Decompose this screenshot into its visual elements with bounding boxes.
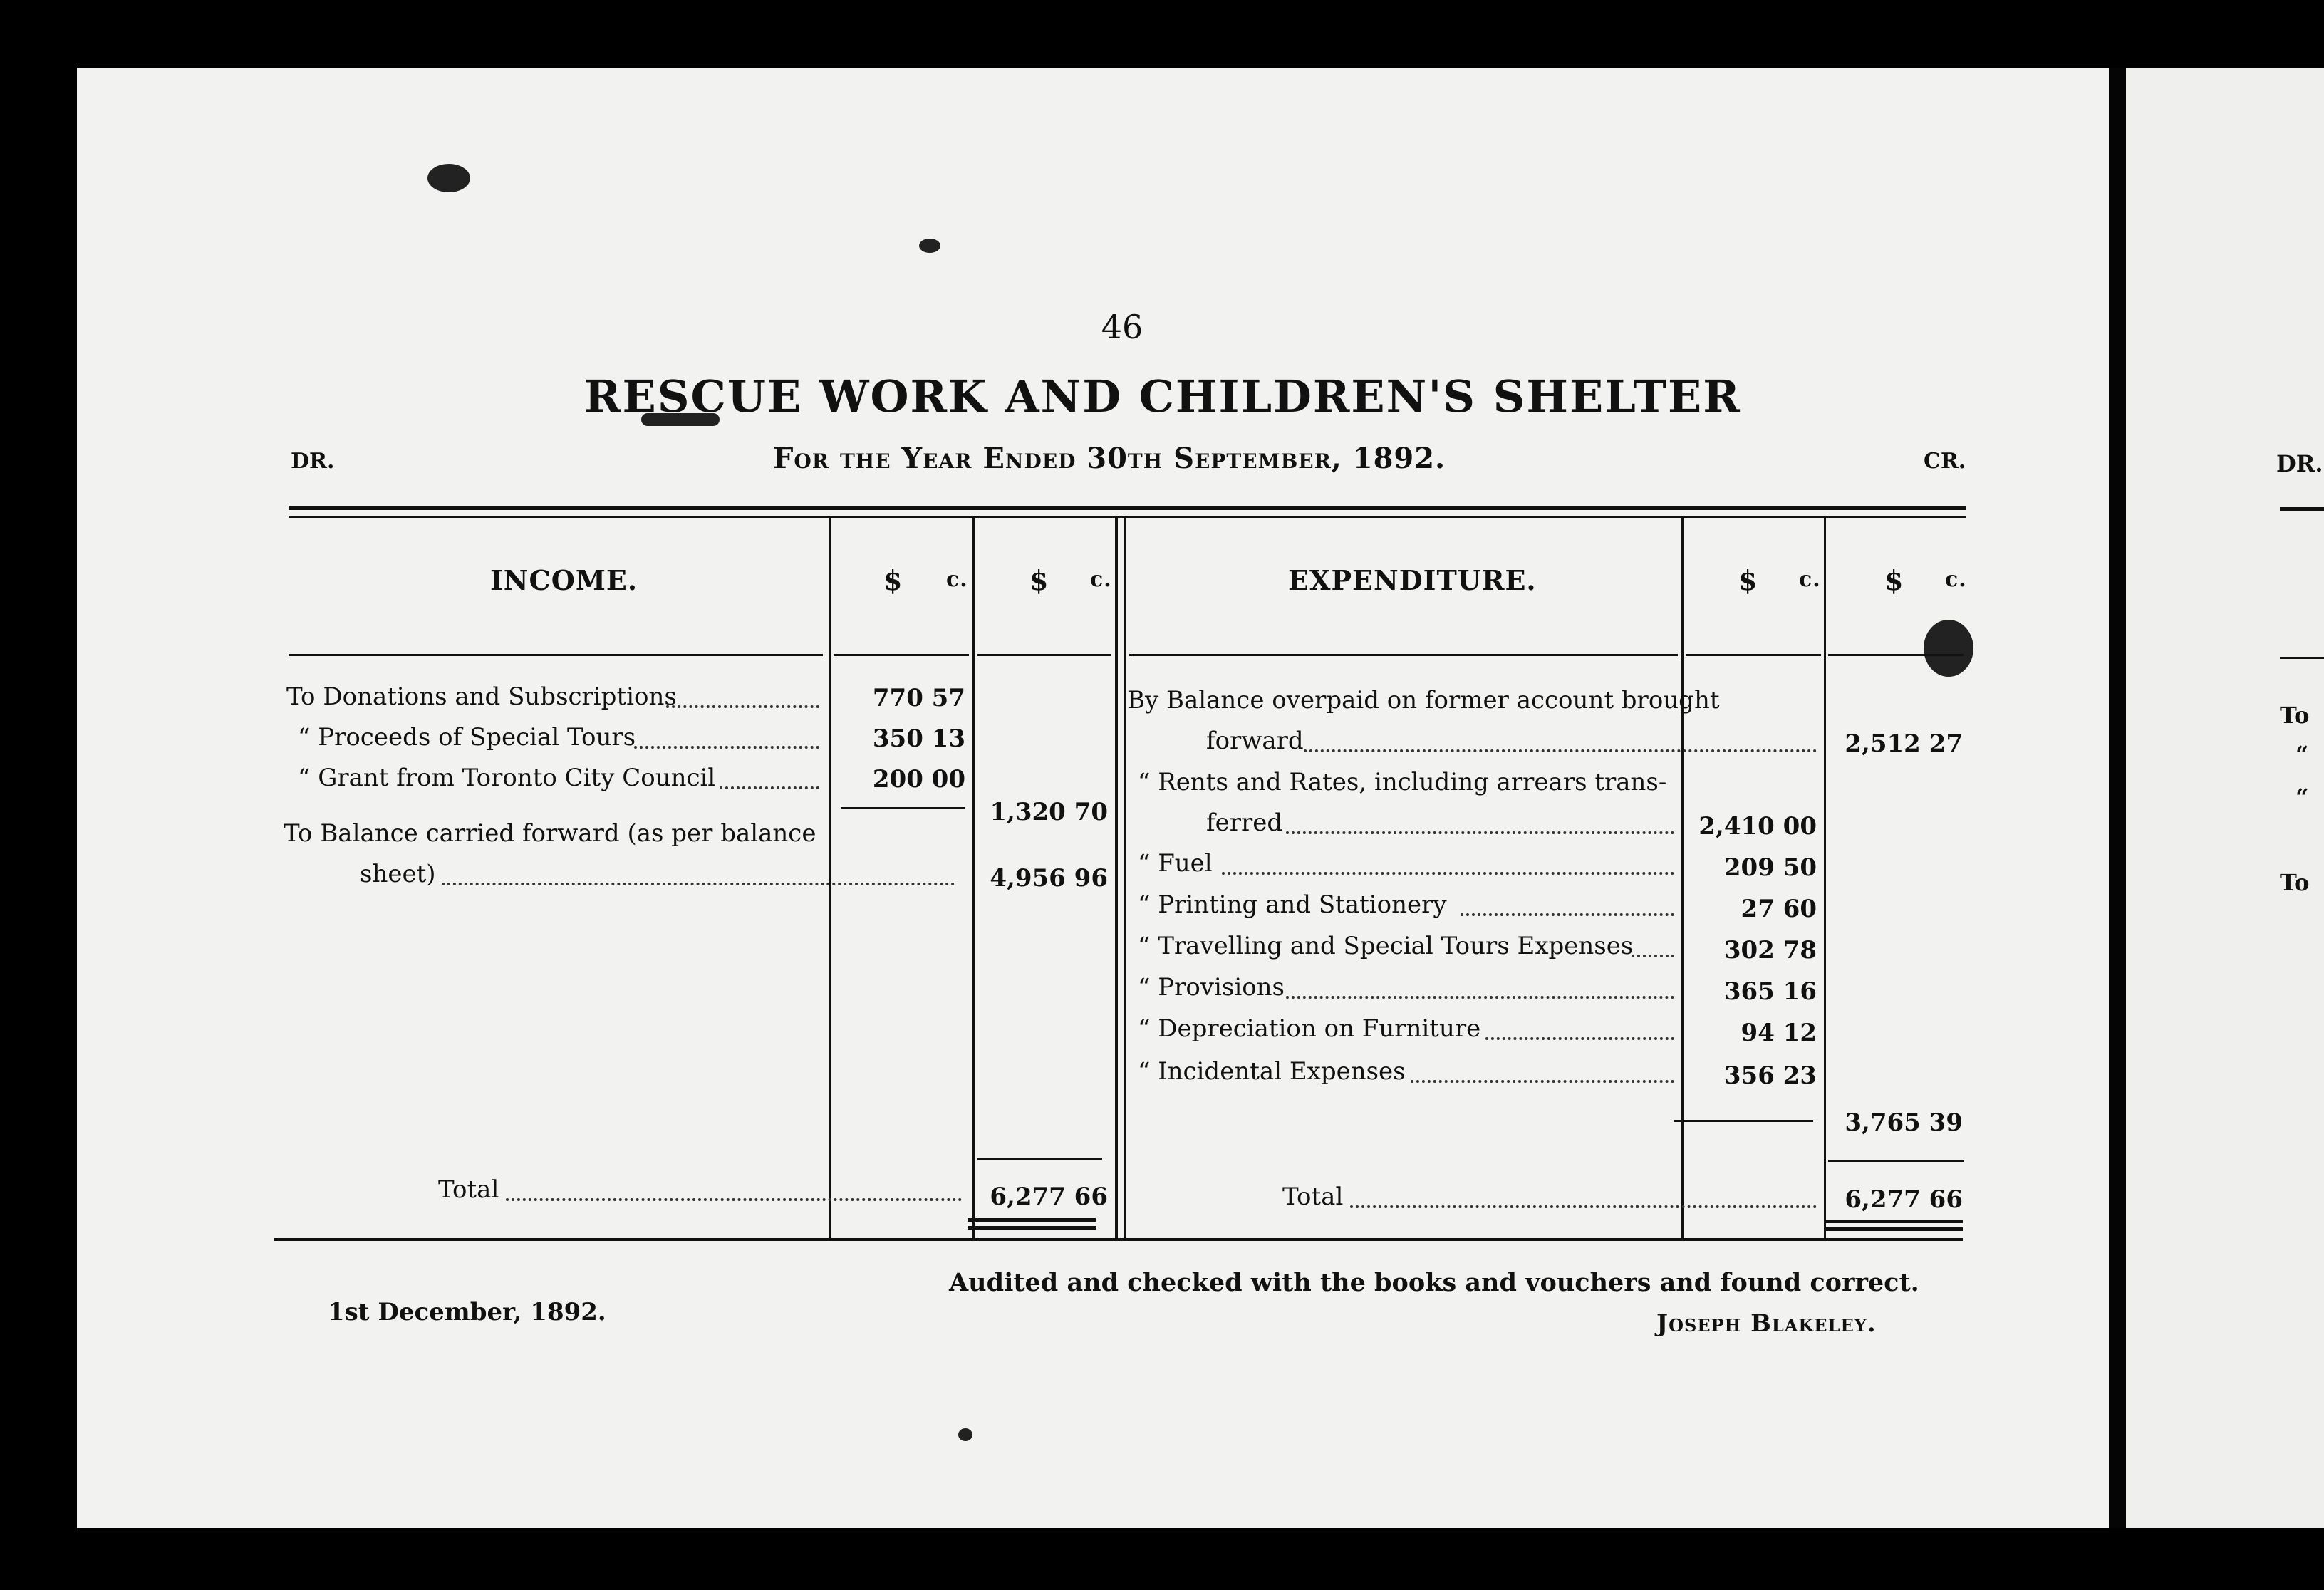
page-title: RESCUE WORK AND CHILDREN'S SHELTER (584, 370, 1741, 422)
expenditure-total-label: Total (1282, 1183, 1344, 1211)
expenditure-row-label: “ Provisions (1138, 973, 1285, 1002)
dot-leader (1286, 996, 1674, 999)
total-double-rule (968, 1218, 1096, 1222)
income-total-label: Total (438, 1175, 499, 1204)
dot-leader (1461, 913, 1674, 916)
expenditure-row-label: “ Fuel (1138, 849, 1213, 878)
dot-leader (1411, 1080, 1674, 1083)
income-balance-label-cont: sheet) (360, 860, 436, 888)
expenditure-row-amount: 209 50 (1723, 853, 1817, 882)
expenditure-col-dollar: $ (1738, 564, 1758, 596)
next-page-dr: DR. (2276, 450, 2323, 477)
col-divider (829, 518, 831, 1239)
dot-leader (1632, 955, 1674, 957)
income-row-amount: 350 13 (872, 724, 965, 753)
dot-leader (442, 883, 955, 885)
expenditure-first-label: By Balance overpaid on former account brought (1127, 686, 1720, 715)
income-row-label: “ Grant from Toronto City Council (298, 764, 716, 792)
header-rule (1828, 654, 1964, 656)
dot-leader (1350, 1205, 1817, 1208)
col-divider (1115, 518, 1118, 1239)
expenditure-row-label: “ Incidental Expenses (1138, 1057, 1406, 1086)
next-page-to: To (2280, 702, 2310, 729)
ink-stain (427, 164, 470, 192)
income-header: INCOME. (490, 564, 638, 596)
income-col-dollar: $ (883, 564, 903, 596)
debit-label: DR. (291, 449, 335, 474)
expenditure-row-amount: 2,410 00 (1698, 812, 1817, 841)
credit-label: CR. (1924, 449, 1966, 474)
expenditure-row-amount: 356 23 (1723, 1061, 1817, 1090)
expenditure-row-label: “ Depreciation on Furniture (1138, 1014, 1481, 1043)
income-row-label: To Donations and Subscriptions (286, 682, 677, 711)
expenditure-row-amount: 365 16 (1723, 977, 1817, 1006)
expenditure-subtotal: 3,765 39 (1845, 1108, 1963, 1137)
ink-stain (958, 1428, 972, 1441)
dot-leader (1485, 1037, 1674, 1040)
income-total-amount: 6,277 66 (990, 1183, 1108, 1211)
total-double-rule (1824, 1220, 1963, 1223)
bottom-rule (274, 1238, 1963, 1241)
header-rule (1129, 654, 1678, 656)
income-row-label: “ Proceeds of Special Tours (298, 723, 636, 752)
ink-stain (1924, 620, 1973, 677)
income-balance-label: To Balance carried forward (as per balance (284, 819, 816, 848)
auditor-signature: Joseph Blakeley. (1656, 1309, 1877, 1338)
income-total-col-cents: c. (1090, 567, 1112, 592)
audit-note: Audited and checked with the books and vouchers and found correct. (949, 1268, 1919, 1297)
income-total-col-dollar: $ (1029, 564, 1049, 596)
book-gutter (2109, 68, 2126, 1528)
total-rule (1828, 1160, 1964, 1162)
expenditure-row-amount: 27 60 (1741, 895, 1817, 923)
header-rule (289, 654, 823, 656)
top-rule (289, 506, 1966, 510)
ink-stain (919, 239, 940, 253)
income-balance-amount: 4,956 96 (990, 864, 1108, 893)
page-number: 46 (1101, 308, 1143, 346)
col-divider (972, 518, 975, 1239)
col-divider (1824, 518, 1826, 1239)
expenditure-row-label: “ Travelling and Special Tours Expenses (1138, 932, 1634, 960)
expenditure-row-label-cont: ferred (1206, 809, 1283, 837)
expenditure-row-label: “ Rents and Rates, including arrears trans- (1138, 768, 1667, 796)
expenditure-total-col-cents: c. (1945, 567, 1967, 592)
dot-leader (720, 786, 819, 789)
header-rule (1686, 654, 1821, 656)
total-double-rule (1824, 1227, 1963, 1231)
next-page-to: To (2280, 869, 2310, 896)
expenditure-row-amount: 302 78 (1723, 936, 1817, 965)
next-page-rule (2280, 657, 2324, 659)
col-divider (1681, 518, 1684, 1239)
subtotal-rule (841, 807, 965, 809)
income-col-cents: c. (946, 567, 968, 592)
header-rule (977, 654, 1111, 656)
expenditure-total-col-dollar: $ (1884, 564, 1904, 596)
page-subtitle: For the Year Ended 30th September, 1892. (773, 442, 1446, 475)
income-subtotal: 1,320 70 (990, 798, 1108, 826)
expenditure-row-amount: 94 12 (1741, 1019, 1817, 1047)
expenditure-row-label: “ Printing and Stationery (1138, 890, 1447, 919)
dot-leader (634, 746, 819, 749)
adjacent-page (2126, 68, 2324, 1528)
expenditure-header: EXPENDITURE. (1288, 564, 1537, 596)
dot-leader (1304, 749, 1817, 752)
expenditure-first-label-cont: forward (1206, 727, 1304, 755)
dot-leader (666, 705, 819, 708)
dot-leader (1222, 872, 1674, 875)
col-divider (1124, 518, 1126, 1239)
expenditure-first-amount: 2,512 27 (1845, 729, 1963, 758)
expenditure-total-amount: 6,277 66 (1845, 1185, 1963, 1214)
total-rule (977, 1158, 1102, 1160)
top-rule-thin (289, 516, 1966, 518)
next-page-quote: “ (2296, 784, 2309, 811)
next-page-quote: “ (2296, 741, 2309, 768)
total-double-rule (968, 1226, 1096, 1230)
income-row-amount: 770 57 (872, 684, 965, 712)
income-row-amount: 200 00 (872, 765, 965, 794)
expenditure-col-cents: c. (1799, 567, 1821, 592)
dot-leader (506, 1198, 962, 1201)
header-rule (834, 654, 969, 656)
dot-leader (1286, 831, 1674, 834)
next-page-rule (2280, 507, 2324, 511)
subtotal-rule (1674, 1120, 1813, 1122)
audit-date: 1st December, 1892. (328, 1298, 606, 1326)
